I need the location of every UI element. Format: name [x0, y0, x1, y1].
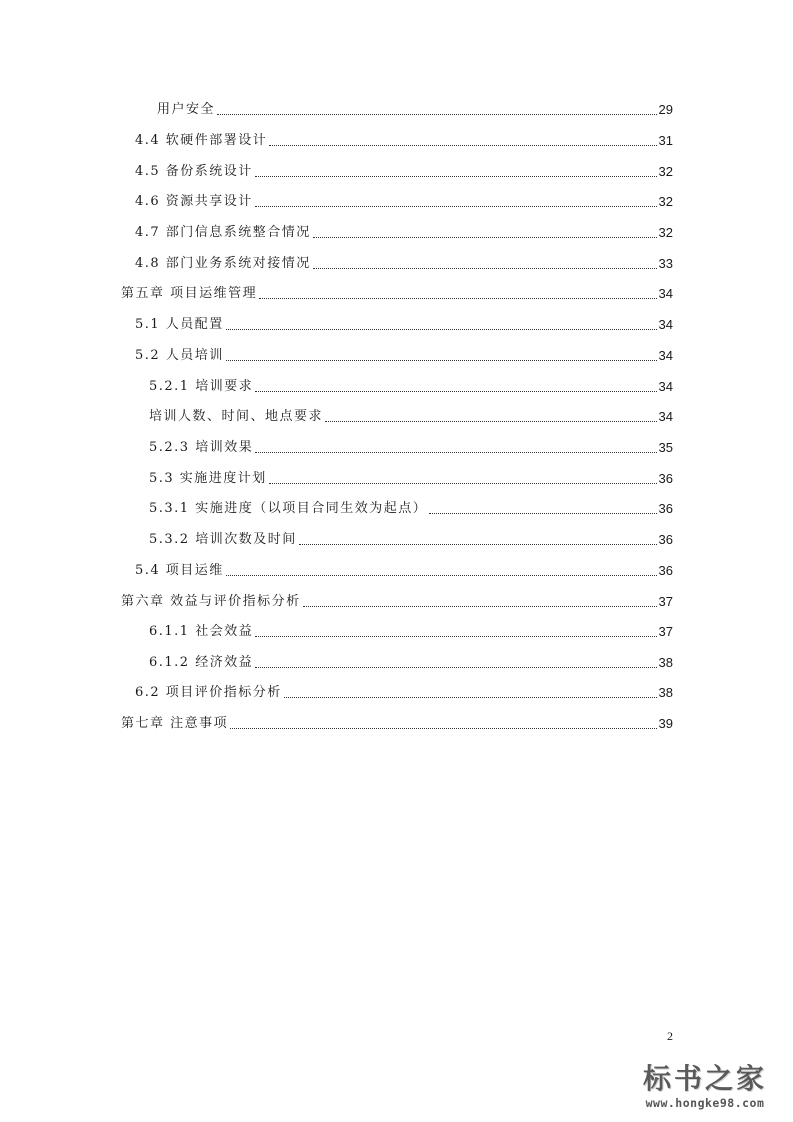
toc-entry-label: 5.3.2 培训次数及时间 — [149, 532, 297, 547]
toc-entry-label: 6.1.1 社会效益 — [149, 624, 254, 639]
toc-entry-page: 38 — [658, 685, 673, 700]
toc-entry-page: 39 — [658, 716, 673, 731]
dot-leader — [255, 176, 657, 177]
watermark-title: 标书之家 — [642, 1062, 767, 1095]
toc-entry[interactable] — [135, 129, 673, 149]
toc-entry-label: 6.1.2 经济效益 — [149, 655, 254, 670]
watermark-url: www.hongke98.com — [645, 1096, 765, 1110]
toc-entry-page: 34 — [658, 286, 673, 301]
toc-entry-page: 37 — [658, 624, 673, 639]
toc-entry[interactable] — [135, 252, 673, 272]
watermark-logo — [625, 1062, 785, 1118]
toc-entry[interactable] — [135, 221, 673, 241]
toc-entry-label: 6.2 项目评价指标分析 — [135, 685, 282, 700]
toc-entry[interactable] — [149, 467, 673, 487]
toc-entry[interactable] — [135, 313, 673, 333]
dot-leader — [325, 421, 657, 422]
toc-entry-label: 4.7 部门信息系统整合情况 — [135, 225, 311, 240]
toc-entry[interactable] — [135, 344, 673, 364]
toc-entry-label: 4.6 资源共享设计 — [135, 194, 253, 209]
dot-leader — [269, 145, 656, 146]
toc-entry[interactable] — [149, 620, 673, 640]
toc-entry[interactable] — [135, 559, 673, 579]
toc-entry[interactable] — [157, 98, 673, 118]
toc-entry[interactable] — [149, 497, 673, 517]
dot-leader — [313, 237, 657, 238]
toc-entry[interactable] — [121, 282, 673, 302]
toc-entry-label: 4.8 部门业务系统对接情况 — [135, 256, 311, 271]
toc-entry-label: 4.5 备份系统设计 — [135, 164, 253, 179]
dot-leader — [217, 114, 657, 115]
toc-entry-label: 5.2 人员培训 — [135, 348, 224, 363]
dot-leader — [269, 483, 657, 484]
toc-entry-page: 32 — [658, 164, 673, 179]
toc-entry-label: 5.4 项目运维 — [135, 563, 224, 578]
toc-entry[interactable] — [135, 190, 673, 210]
toc-entry-page: 36 — [658, 501, 673, 516]
toc-entry[interactable] — [121, 590, 673, 610]
toc-entry-page: 29 — [658, 102, 673, 117]
toc-entry-page: 33 — [658, 256, 673, 271]
toc-entry-page: 34 — [658, 348, 673, 363]
toc-entry-page: 32 — [658, 225, 673, 240]
dot-leader — [259, 298, 656, 299]
toc-entry-label: 用户安全 — [157, 102, 216, 117]
toc-entry-label: 培训人数、时间、地点要求 — [149, 409, 324, 424]
toc-entry-label: 5.2.1 培训要求 — [149, 379, 254, 394]
dot-leader — [255, 391, 656, 392]
toc-entry-page: 36 — [658, 563, 673, 578]
dot-leader — [255, 452, 656, 453]
dot-leader — [299, 544, 657, 545]
toc-entry-label: 4.4 软硬件部署设计 — [135, 133, 268, 148]
toc-entry[interactable] — [149, 528, 673, 548]
toc-entry-label: 第六章 效益与评价指标分析 — [121, 594, 301, 609]
dot-leader — [303, 606, 657, 607]
toc-entry-page: 37 — [658, 594, 673, 609]
toc-entry-label: 5.1 人员配置 — [135, 317, 224, 332]
toc-entry-page: 34 — [658, 379, 673, 394]
dot-leader — [255, 636, 656, 637]
toc-entry-page: 36 — [658, 471, 673, 486]
toc-entry-page: 34 — [658, 409, 673, 424]
dot-leader — [230, 728, 656, 729]
dot-leader — [226, 360, 657, 361]
toc-entry-label: 第五章 项目运维管理 — [121, 286, 258, 301]
dot-leader — [284, 697, 657, 698]
toc-entry-label: 第七章 注意事项 — [121, 716, 229, 731]
dot-leader — [429, 513, 656, 514]
toc-entry[interactable] — [149, 375, 673, 395]
toc-entry[interactable] — [149, 405, 673, 425]
toc-entry-label: 5.3 实施进度计划 — [149, 471, 267, 486]
toc-entry[interactable] — [149, 436, 673, 456]
toc-entry-page: 32 — [658, 194, 673, 209]
toc-entry[interactable] — [149, 651, 673, 671]
toc-entry-label: 5.2.3 培训效果 — [149, 440, 254, 455]
toc-entry-page: 31 — [658, 133, 673, 148]
toc-entry[interactable] — [121, 712, 673, 732]
toc-entry-page: 35 — [658, 440, 673, 455]
dot-leader — [226, 329, 657, 330]
toc-entry-page: 38 — [658, 655, 673, 670]
dot-leader — [255, 206, 657, 207]
toc-entry-page: 36 — [658, 532, 673, 547]
dot-leader — [226, 575, 657, 576]
page-number: 2 — [667, 1029, 673, 1043]
dot-leader — [255, 667, 656, 668]
toc-entry-page: 34 — [658, 317, 673, 332]
toc-entry-label: 5.3.1 实施进度（以项目合同生效为起点） — [149, 501, 428, 516]
toc-entry[interactable] — [135, 681, 673, 701]
toc-entry[interactable] — [135, 160, 673, 180]
dot-leader — [313, 268, 657, 269]
